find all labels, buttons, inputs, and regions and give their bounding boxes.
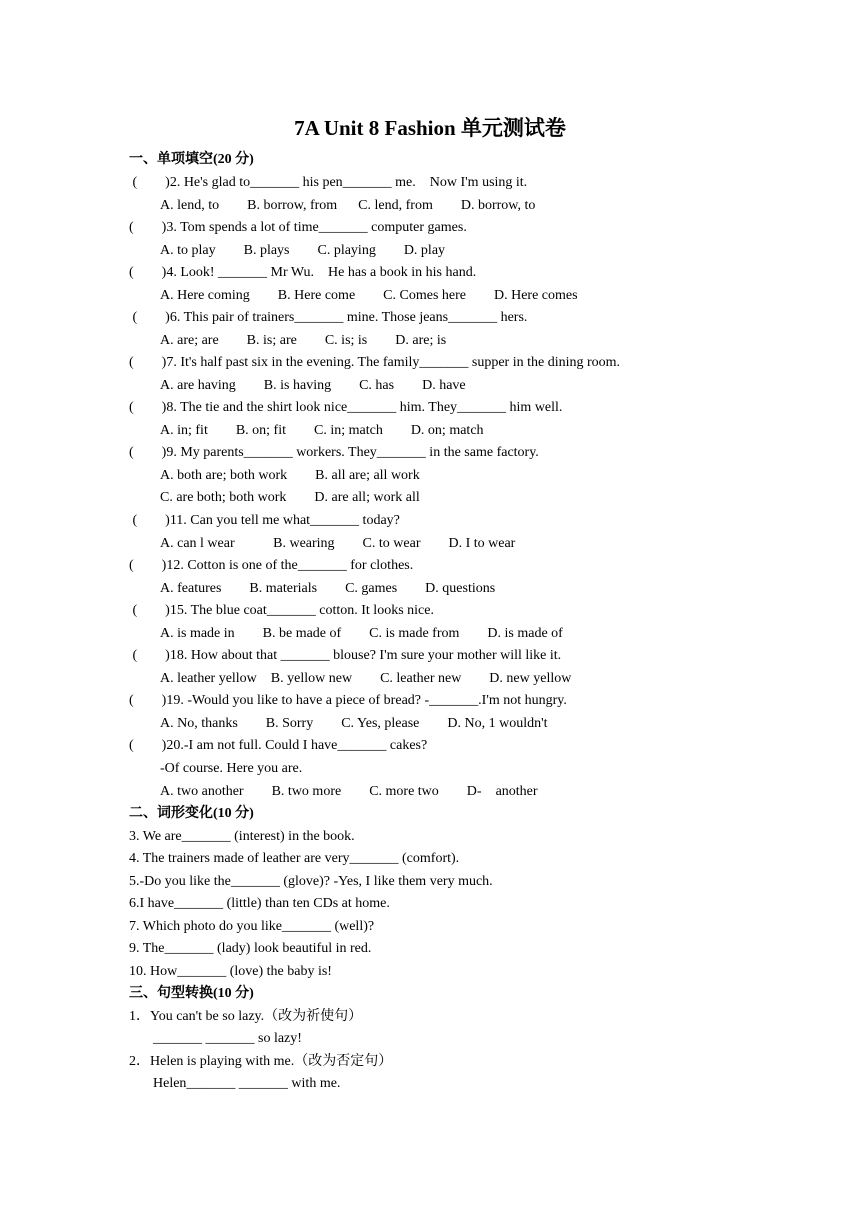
question-line: ( )15. The blue coat_______ cotton. It looks nice. [129, 603, 434, 618]
exercise-line: 5.-Do you like the_______ (glove)? -Yes, I like them very much. [129, 874, 493, 889]
question-line: ( )18. How about that _______ blouse? I'm sure your mother will like it. [129, 648, 562, 663]
question-line: ( )7. It's half past six in the evening. The family_______ supper in the dining room. [129, 355, 621, 370]
exercise-line: 7. Which photo do you like_______ (well)? [129, 919, 375, 934]
options-line: A. are having B. is having C. has D. have [160, 378, 466, 393]
exercise-line: 9. The_______ (lady) look beautiful in red. [129, 941, 372, 956]
options-line: A. both are; both work B. all are; all work [160, 468, 420, 483]
exercise-line: 10. How_______ (love) the baby is! [129, 964, 332, 979]
exercise-line: 2．Helen is playing with me.（改为否定句） [129, 1054, 393, 1069]
options-line: A. are; are B. is; are C. is; is D. are; is [160, 333, 447, 348]
question-line: ( )11. Can you tell me what_______ today? [129, 513, 400, 528]
options-line: A. Here coming B. Here come C. Comes here D. Here comes [160, 288, 578, 303]
question-line: ( )12. Cotton is one of the_______ for clothes. [129, 558, 414, 573]
options-line: A. leather yellow B. yellow new C. leather new D. new yellow [160, 671, 572, 686]
section-heading: 三、句型转换(10 分) [129, 986, 254, 1001]
options-line: A. features B. materials C. games D. questions [160, 581, 496, 596]
options-line: A. can l wear B. wearing C. to wear D. I to wear [160, 536, 516, 551]
exercise-line: 6.I have_______ (little) than ten CDs at home. [129, 896, 390, 911]
answer-line: Helen_______ _______ with me. [153, 1076, 341, 1091]
section-heading: 一、单项填空(20 分) [129, 152, 254, 167]
exercise-line: 1．You can't be so lazy.（改为祈使句） [129, 1009, 363, 1024]
options-line: A. lend, to B. borrow, from C. lend, from D. borrow, to [160, 198, 536, 213]
options-line: A. to play B. plays C. playing D. play [160, 243, 446, 258]
question-line: ( )20.-I am not full. Could I have_______ cakes? [129, 738, 428, 753]
question-line: ( )8. The tie and the shirt look nice_______ him. They_______ him well. [129, 400, 563, 415]
options-line: A. No, thanks B. Sorry C. Yes, please D. No, 1 wouldn't [160, 716, 548, 731]
question-line: ( )6. This pair of trainers_______ mine. Those jeans_______ hers. [129, 310, 528, 325]
question-line: ( )3. Tom spends a lot of time_______ computer games. [129, 220, 467, 235]
options-line: A. is made in B. be made of C. is made from D. is made of [160, 626, 563, 641]
section-heading: 二、词形变化(10 分) [129, 806, 254, 821]
exercise-line: 4. The trainers made of leather are very_______ (comfort). [129, 851, 460, 866]
options-line: C. are both; both work D. are all; work all [160, 490, 420, 505]
dialogue-line: -Of course. Here you are. [160, 761, 303, 776]
question-line: ( )2. He's glad to_______ his pen_______ me. Now I'm using it. [129, 175, 528, 190]
answer-line: _______ _______ so lazy! [153, 1031, 302, 1046]
exercise-line: 3. We are_______ (interest) in the book. [129, 829, 355, 844]
page-title: 7A Unit 8 Fashion 单元测试卷 [294, 116, 566, 140]
options-line: A. in; fit B. on; fit C. in; match D. on; match [160, 423, 484, 438]
question-line: ( )19. -Would you like to have a piece of bread? -_______.I'm not hungry. [129, 693, 567, 708]
options-line: A. two another B. two more C. more two D- another [160, 784, 538, 799]
question-line: ( )9. My parents_______ workers. They_______ in the same factory. [129, 445, 539, 460]
question-line: ( )4. Look! _______ Mr Wu. He has a book in his hand. [129, 265, 477, 280]
